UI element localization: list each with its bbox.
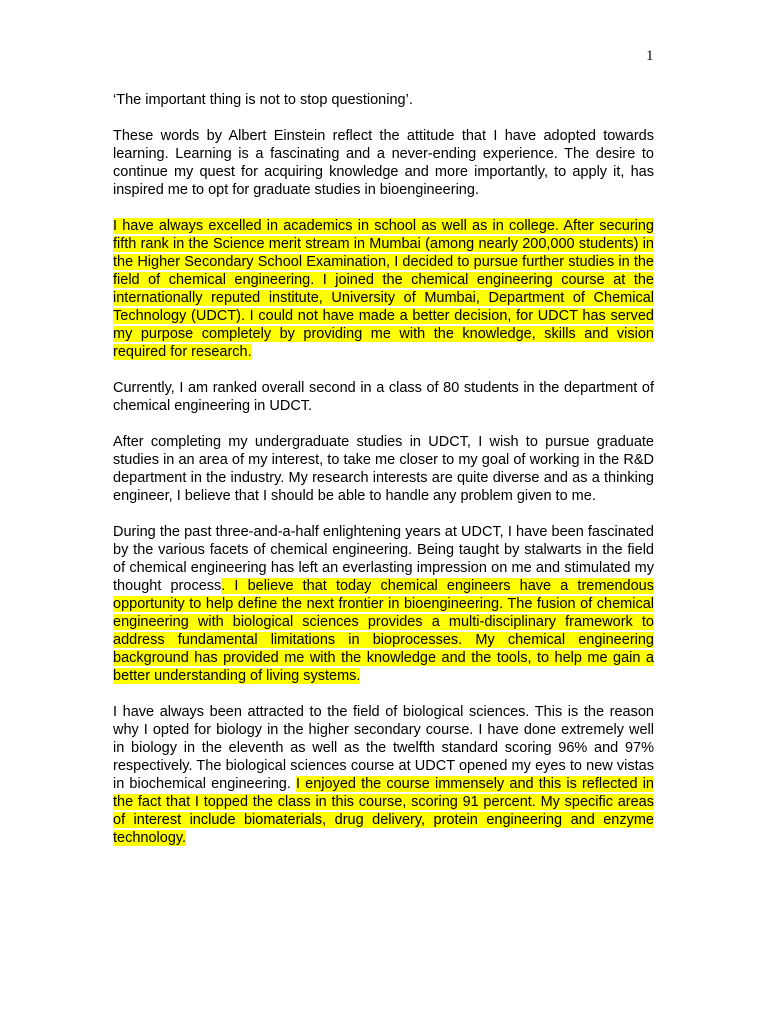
highlighted-text-segment: . I believe that today chemical engineers have a tremendous opportunity to help define the next frontier in bioengineering. The fusion of chemical engineering with biological sciences provides a multi-disciplinary framework to address fundamental limitations in bioprocesses. My chemical engineering background has provided me with the knowledge and the tools, to help me gain a better understanding of living systems.: [113, 578, 654, 684]
page-number: 1: [646, 48, 654, 64]
document-body: [113, 91, 654, 865]
text-segment: I have always been attracted to the field of biological sciences. This is the reason why I opted for biology in the higher secondary course. I have done extremely well in biology in the eleventh as well as the twelfth standard scoring 96% and 97% respectively. The biological sciences course at UDCT opened my eyes to new vistas in biochemical engineering.: [113, 704, 654, 792]
paragraph-academics: [113, 217, 654, 361]
einstein-quote: ‘The important thing is not to stop questioning’.: [113, 92, 413, 108]
text-segment: During the past three-and-a-half enlightening years at UDCT, I have been fascinated by the various facets of chemical engineering. Being taught by stalwarts in the field of chemical engineering has left an everlasting impression on me and stimulated my thought process: [113, 524, 654, 594]
paragraph-chemical-engineering: [113, 523, 654, 685]
text-segment: These words by Albert Einstein reflect the attitude that I have adopted towards learning. Learning is a fascinating and a never-ending experience. The desire to continue my quest for acquiring knowledge and more importantly, to apply it, has inspired me to opt for graduate studies in bioengineering.: [113, 128, 654, 198]
text-segment: Currently, I am ranked overall second in a class of 80 students in the department of chemical engineering in UDCT.: [113, 380, 654, 414]
paragraph-intro: [113, 127, 654, 199]
text-segment: After completing my undergraduate studies in UDCT, I wish to pursue graduate studies in an area of my interest, to take me closer to my goal of working in the R&D department in the industry. My research interests are quite diverse and as a thinking engineer, I believe that I should be able to handle any problem given to me.: [113, 434, 654, 504]
paragraph-goals: [113, 433, 654, 505]
highlighted-text-segment: I have always excelled in academics in school as well as in college. After securing fifth rank in the Science merit stream in Mumbai (among nearly 200,000 students) in the Higher Secondary School Examination, I decided to pursue further studies in the field of chemical engineering. I joined the chemical engineering course at the internationally reputed institute, University of Mumbai, Department of Chemical Technology (UDCT). I could not have made a better decision, for UDCT has served my purpose completely by providing me with the knowledge, skills and vision required for research.: [113, 218, 654, 360]
paragraph-biology: [113, 703, 654, 847]
highlighted-text-segment: I enjoyed the course immensely and this is reflected in the fact that I topped the class in this course, scoring 91 percent. My specific areas of interest include biomaterials, drug delivery, protein engineering and enzyme technology.: [113, 776, 654, 846]
paragraph-rank: [113, 379, 654, 415]
